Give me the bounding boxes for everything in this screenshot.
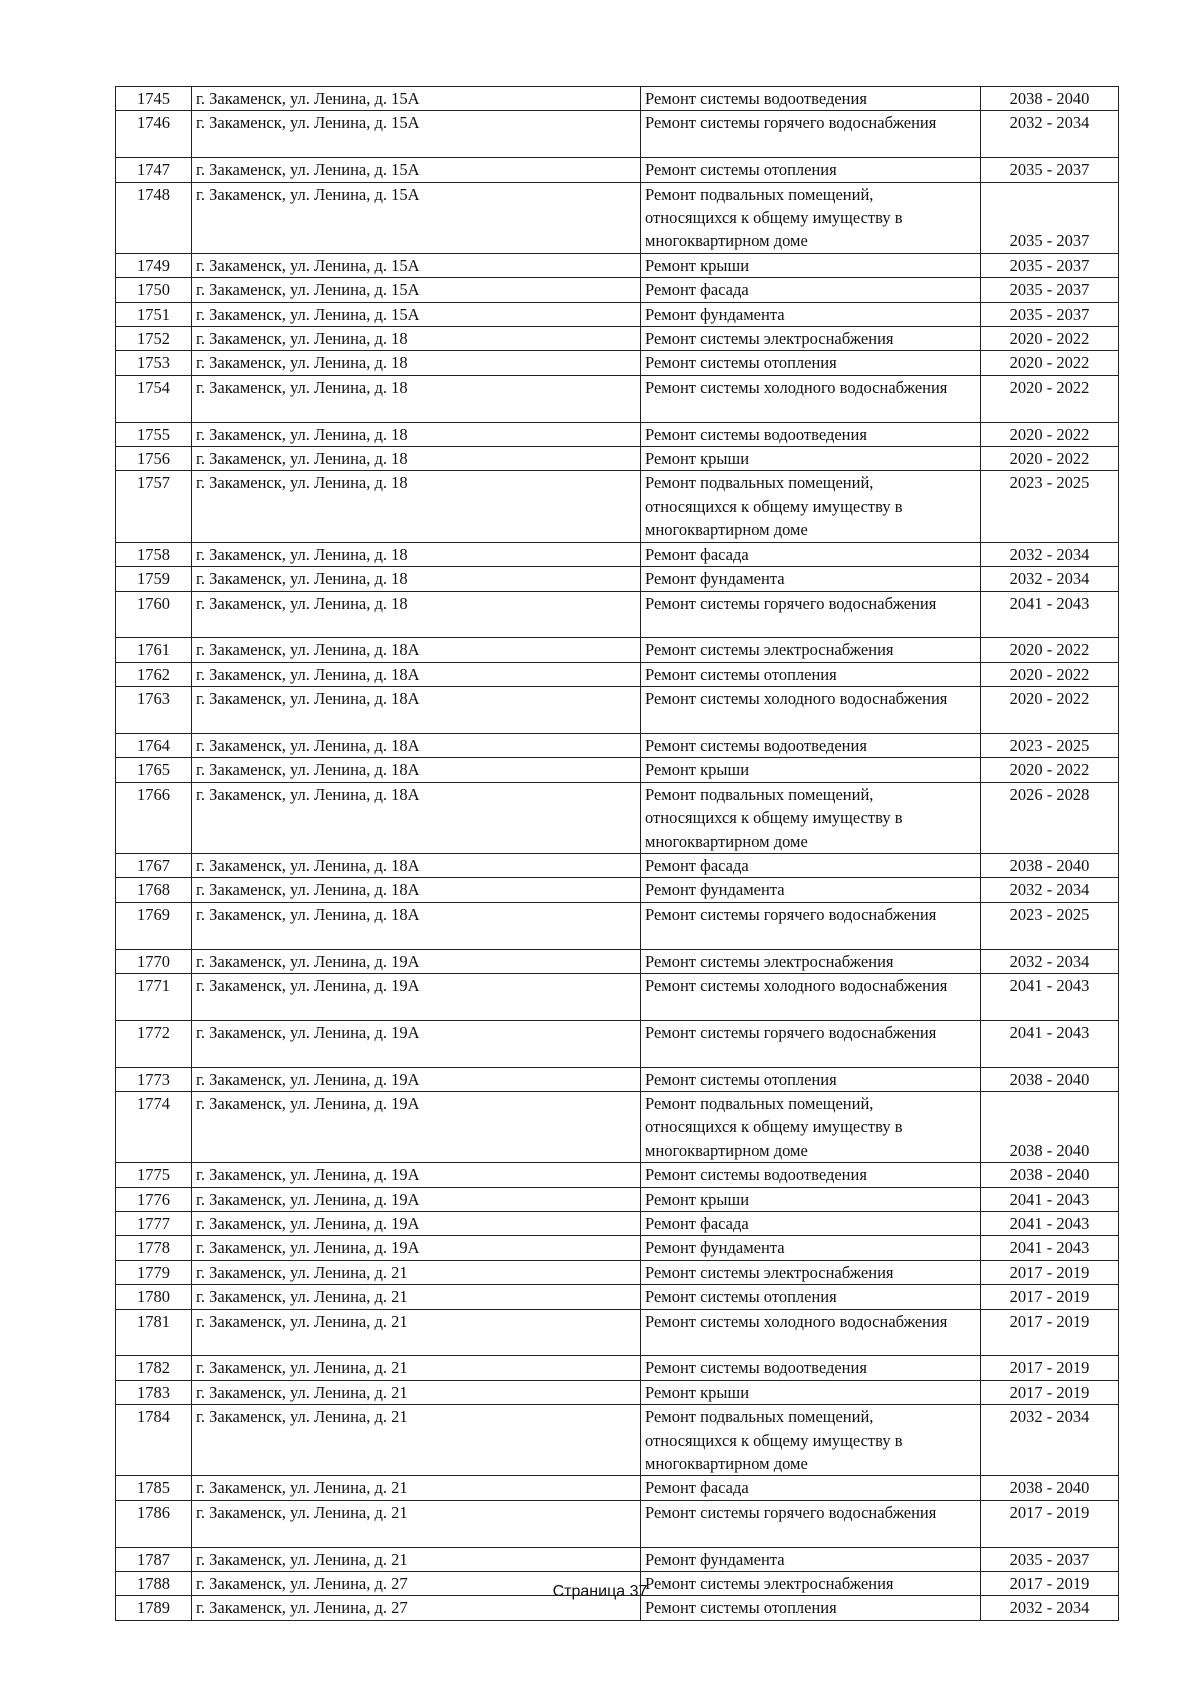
period-cell: 2017 - 2019 — [981, 1309, 1119, 1356]
row-number: 1756 — [116, 447, 192, 471]
period-cell: 2041 - 2043 — [981, 1020, 1119, 1067]
address-cell: г. Закаменск, ул. Ленина, д. 18А — [192, 782, 641, 853]
table-row — [116, 253, 1119, 277]
period-cell: 2023 - 2025 — [981, 733, 1119, 757]
row-number: 1750 — [116, 278, 192, 302]
work-type-cell: Ремонт подвальных помещений, относящихся к общему имуществу в многоквартирном доме — [641, 471, 981, 542]
table-row — [116, 973, 1119, 1020]
address-cell: г. Закаменск, ул. Ленина, д. 21 — [192, 1405, 641, 1476]
table-row — [116, 278, 1119, 302]
address-cell: г. Закаменск, ул. Ленина, д. 21 — [192, 1356, 641, 1380]
period-cell: 2032 - 2034 — [981, 1596, 1119, 1620]
work-type-cell: Ремонт системы холодного водоснабжения — [641, 687, 981, 734]
period-cell: 2035 - 2037 — [981, 158, 1119, 182]
table-row — [116, 1211, 1119, 1235]
work-type-cell: Ремонт системы электроснабжения — [641, 327, 981, 351]
work-type-cell: Ремонт подвальных помещений, относящихся к общему имуществу в многоквартирном доме — [641, 182, 981, 253]
period-cell: 2023 - 2025 — [981, 902, 1119, 949]
row-number: 1776 — [116, 1187, 192, 1211]
address-cell: г. Закаменск, ул. Ленина, д. 18 — [192, 422, 641, 446]
address-cell: г. Закаменск, ул. Ленина, д. 18А — [192, 687, 641, 734]
table-row — [116, 687, 1119, 734]
address-cell: г. Закаменск, ул. Ленина, д. 15А — [192, 253, 641, 277]
row-number: 1787 — [116, 1547, 192, 1571]
table-row — [116, 1356, 1119, 1380]
row-number: 1784 — [116, 1405, 192, 1476]
table-row — [116, 1260, 1119, 1284]
row-number: 1764 — [116, 733, 192, 757]
address-cell: г. Закаменск, ул. Ленина, д. 18А — [192, 758, 641, 782]
page-number: Страница 37 — [552, 1583, 648, 1600]
address-cell: г. Закаменск, ул. Ленина, д. 18А — [192, 733, 641, 757]
table-row — [116, 758, 1119, 782]
table-row — [116, 375, 1119, 422]
row-number: 1770 — [116, 949, 192, 973]
table-row — [116, 1547, 1119, 1571]
row-number: 1754 — [116, 375, 192, 422]
period-cell: 2017 - 2019 — [981, 1500, 1119, 1547]
table-row — [116, 422, 1119, 446]
table-row — [116, 1020, 1119, 1067]
row-number: 1762 — [116, 662, 192, 686]
row-number: 1746 — [116, 111, 192, 158]
table-row — [116, 87, 1119, 111]
row-number: 1749 — [116, 253, 192, 277]
period-cell: 2038 - 2040 — [981, 1091, 1119, 1162]
period-cell: 2041 - 2043 — [981, 1187, 1119, 1211]
address-cell: г. Закаменск, ул. Ленина, д. 15А — [192, 87, 641, 111]
period-cell: 2020 - 2022 — [981, 758, 1119, 782]
row-number: 1775 — [116, 1163, 192, 1187]
work-type-cell: Ремонт системы электроснабжения — [641, 638, 981, 662]
table-row — [116, 902, 1119, 949]
period-cell: 2032 - 2034 — [981, 878, 1119, 902]
period-cell: 2035 - 2037 — [981, 1547, 1119, 1571]
work-type-cell: Ремонт фундамента — [641, 567, 981, 591]
address-cell: г. Закаменск, ул. Ленина, д. 19А — [192, 1067, 641, 1091]
work-type-cell: Ремонт фундамента — [641, 878, 981, 902]
row-number: 1768 — [116, 878, 192, 902]
table-row — [116, 182, 1119, 253]
table-row — [116, 327, 1119, 351]
period-cell: 2020 - 2022 — [981, 662, 1119, 686]
address-cell: г. Закаменск, ул. Ленина, д. 18 — [192, 591, 641, 638]
work-type-cell: Ремонт системы электроснабжения — [641, 1260, 981, 1284]
period-cell: 2020 - 2022 — [981, 375, 1119, 422]
period-cell: 2038 - 2040 — [981, 87, 1119, 111]
work-type-cell: Ремонт крыши — [641, 758, 981, 782]
address-cell: г. Закаменск, ул. Ленина, д. 19А — [192, 1211, 641, 1235]
work-type-cell: Ремонт системы холодного водоснабжения — [641, 1309, 981, 1356]
row-number: 1778 — [116, 1236, 192, 1260]
table-row — [116, 1285, 1119, 1309]
period-cell: 2023 - 2025 — [981, 471, 1119, 542]
period-cell: 2032 - 2034 — [981, 111, 1119, 158]
table-row — [116, 542, 1119, 566]
table-row — [116, 111, 1119, 158]
table-row — [116, 1500, 1119, 1547]
work-type-cell: Ремонт фасада — [641, 542, 981, 566]
work-type-cell: Ремонт фундамента — [641, 302, 981, 326]
table-row — [116, 1187, 1119, 1211]
period-cell: 2017 - 2019 — [981, 1356, 1119, 1380]
period-cell: 2020 - 2022 — [981, 447, 1119, 471]
work-type-cell: Ремонт фасада — [641, 1211, 981, 1235]
work-type-cell: Ремонт крыши — [641, 447, 981, 471]
table-row — [116, 853, 1119, 877]
address-cell: г. Закаменск, ул. Ленина, д. 18 — [192, 542, 641, 566]
period-cell: 2017 - 2019 — [981, 1572, 1119, 1596]
table-row — [116, 567, 1119, 591]
period-cell: 2032 - 2034 — [981, 542, 1119, 566]
address-cell: г. Закаменск, ул. Ленина, д. 18А — [192, 638, 641, 662]
work-type-cell: Ремонт подвальных помещений, относящихся к общему имуществу в многоквартирном доме — [641, 1091, 981, 1162]
address-cell: г. Закаменск, ул. Ленина, д. 19А — [192, 1020, 641, 1067]
work-type-cell: Ремонт фундамента — [641, 1236, 981, 1260]
work-type-cell: Ремонт системы холодного водоснабжения — [641, 973, 981, 1020]
work-type-cell: Ремонт крыши — [641, 1187, 981, 1211]
table-row — [116, 1380, 1119, 1404]
address-cell: г. Закаменск, ул. Ленина, д. 15А — [192, 158, 641, 182]
row-number: 1769 — [116, 902, 192, 949]
row-number: 1783 — [116, 1380, 192, 1404]
row-number: 1745 — [116, 87, 192, 111]
work-type-cell: Ремонт системы водоотведения — [641, 422, 981, 446]
work-type-cell: Ремонт системы отопления — [641, 1285, 981, 1309]
address-cell: г. Закаменск, ул. Ленина, д. 21 — [192, 1547, 641, 1571]
table-row — [116, 949, 1119, 973]
address-cell: г. Закаменск, ул. Ленина, д. 15А — [192, 111, 641, 158]
row-number: 1761 — [116, 638, 192, 662]
period-cell: 2041 - 2043 — [981, 1211, 1119, 1235]
works-table — [115, 86, 1119, 1621]
work-type-cell: Ремонт системы водоотведения — [641, 87, 981, 111]
table-row — [116, 1091, 1119, 1162]
row-number: 1752 — [116, 327, 192, 351]
address-cell: г. Закаменск, ул. Ленина, д. 21 — [192, 1285, 641, 1309]
row-number: 1763 — [116, 687, 192, 734]
row-number: 1766 — [116, 782, 192, 853]
period-cell: 2020 - 2022 — [981, 687, 1119, 734]
period-cell: 2038 - 2040 — [981, 1163, 1119, 1187]
address-cell: г. Закаменск, ул. Ленина, д. 18 — [192, 471, 641, 542]
work-type-cell: Ремонт фасада — [641, 853, 981, 877]
table-row — [116, 302, 1119, 326]
period-cell: 2017 - 2019 — [981, 1260, 1119, 1284]
row-number: 1777 — [116, 1211, 192, 1235]
address-cell: г. Закаменск, ул. Ленина, д. 21 — [192, 1309, 641, 1356]
row-number: 1767 — [116, 853, 192, 877]
works-table-body — [116, 87, 1119, 1621]
row-number: 1779 — [116, 1260, 192, 1284]
work-type-cell: Ремонт системы холодного водоснабжения — [641, 375, 981, 422]
table-row — [116, 1236, 1119, 1260]
row-number: 1771 — [116, 973, 192, 1020]
address-cell: г. Закаменск, ул. Ленина, д. 18 — [192, 567, 641, 591]
row-number: 1774 — [116, 1091, 192, 1162]
table-row — [116, 1405, 1119, 1476]
work-type-cell: Ремонт системы горячего водоснабжения — [641, 902, 981, 949]
period-cell: 2041 - 2043 — [981, 973, 1119, 1020]
address-cell: г. Закаменск, ул. Ленина, д. 21 — [192, 1260, 641, 1284]
address-cell: г. Закаменск, ул. Ленина, д. 19А — [192, 1163, 641, 1187]
period-cell: 2020 - 2022 — [981, 638, 1119, 662]
address-cell: г. Закаменск, ул. Ленина, д. 19А — [192, 1236, 641, 1260]
address-cell: г. Закаменск, ул. Ленина, д. 19А — [192, 973, 641, 1020]
work-type-cell: Ремонт системы электроснабжения — [641, 949, 981, 973]
table-row — [116, 1163, 1119, 1187]
row-number: 1786 — [116, 1500, 192, 1547]
table-row — [116, 591, 1119, 638]
address-cell: г. Закаменск, ул. Ленина, д. 21 — [192, 1476, 641, 1500]
work-type-cell: Ремонт системы водоотведения — [641, 1356, 981, 1380]
table-row — [116, 638, 1119, 662]
period-cell: 2038 - 2040 — [981, 853, 1119, 877]
table-row — [116, 1067, 1119, 1091]
period-cell: 2032 - 2034 — [981, 567, 1119, 591]
work-type-cell: Ремонт системы отопления — [641, 1067, 981, 1091]
work-type-cell: Ремонт системы электроснабжения — [641, 1572, 981, 1596]
address-cell: г. Закаменск, ул. Ленина, д. 18А — [192, 853, 641, 877]
period-cell: 2041 - 2043 — [981, 591, 1119, 638]
address-cell: г. Закаменск, ул. Ленина, д. 18 — [192, 447, 641, 471]
work-type-cell: Ремонт системы отопления — [641, 1596, 981, 1620]
work-type-cell: Ремонт системы отопления — [641, 158, 981, 182]
address-cell: г. Закаменск, ул. Ленина, д. 15А — [192, 278, 641, 302]
period-cell: 2032 - 2034 — [981, 949, 1119, 973]
work-type-cell: Ремонт фасада — [641, 1476, 981, 1500]
address-cell: г. Закаменск, ул. Ленина, д. 18А — [192, 878, 641, 902]
table-row — [116, 351, 1119, 375]
address-cell: г. Закаменск, ул. Ленина, д. 15А — [192, 182, 641, 253]
work-type-cell: Ремонт системы водоотведения — [641, 1163, 981, 1187]
address-cell: г. Закаменск, ул. Ленина, д. 18 — [192, 351, 641, 375]
address-cell: г. Закаменск, ул. Ленина, д. 19А — [192, 1187, 641, 1211]
address-cell: г. Закаменск, ул. Ленина, д. 18А — [192, 902, 641, 949]
row-number: 1789 — [116, 1596, 192, 1620]
period-cell: 2041 - 2043 — [981, 1236, 1119, 1260]
work-type-cell: Ремонт системы горячего водоснабжения — [641, 111, 981, 158]
address-cell: г. Закаменск, ул. Ленина, д. 19А — [192, 949, 641, 973]
period-cell: 2020 - 2022 — [981, 351, 1119, 375]
table-row — [116, 158, 1119, 182]
period-cell: 2032 - 2034 — [981, 1405, 1119, 1476]
address-cell: г. Закаменск, ул. Ленина, д. 15А — [192, 302, 641, 326]
work-type-cell: Ремонт фасада — [641, 278, 981, 302]
address-cell: г. Закаменск, ул. Ленина, д. 18А — [192, 662, 641, 686]
row-number: 1782 — [116, 1356, 192, 1380]
period-cell: 2035 - 2037 — [981, 302, 1119, 326]
row-number: 1760 — [116, 591, 192, 638]
work-type-cell: Ремонт крыши — [641, 1380, 981, 1404]
address-cell: г. Закаменск, ул. Ленина, д. 27 — [192, 1596, 641, 1620]
address-cell: г. Закаменск, ул. Ленина, д. 21 — [192, 1500, 641, 1547]
row-number: 1747 — [116, 158, 192, 182]
address-cell: г. Закаменск, ул. Ленина, д. 21 — [192, 1380, 641, 1404]
address-cell: г. Закаменск, ул. Ленина, д. 19А — [192, 1091, 641, 1162]
row-number: 1788 — [116, 1572, 192, 1596]
row-number: 1751 — [116, 302, 192, 326]
row-number: 1759 — [116, 567, 192, 591]
table-row — [116, 878, 1119, 902]
period-cell: 2017 - 2019 — [981, 1380, 1119, 1404]
row-number: 1773 — [116, 1067, 192, 1091]
table-row — [116, 1309, 1119, 1356]
work-type-cell: Ремонт системы отопления — [641, 351, 981, 375]
work-type-cell: Ремонт системы водоотведения — [641, 733, 981, 757]
row-number: 1765 — [116, 758, 192, 782]
work-type-cell: Ремонт системы горячего водоснабжения — [641, 1020, 981, 1067]
row-number: 1785 — [116, 1476, 192, 1500]
work-type-cell: Ремонт системы горячего водоснабжения — [641, 591, 981, 638]
row-number: 1755 — [116, 422, 192, 446]
period-cell: 2020 - 2022 — [981, 422, 1119, 446]
work-type-cell: Ремонт крыши — [641, 253, 981, 277]
period-cell: 2035 - 2037 — [981, 253, 1119, 277]
address-cell: г. Закаменск, ул. Ленина, д. 27 — [192, 1572, 641, 1596]
work-type-cell: Ремонт системы отопления — [641, 662, 981, 686]
period-cell: 2038 - 2040 — [981, 1476, 1119, 1500]
work-type-cell: Ремонт системы горячего водоснабжения — [641, 1500, 981, 1547]
period-cell: 2017 - 2019 — [981, 1285, 1119, 1309]
row-number: 1772 — [116, 1020, 192, 1067]
work-type-cell: Ремонт подвальных помещений, относящихся к общему имуществу в многоквартирном доме — [641, 782, 981, 853]
row-number: 1753 — [116, 351, 192, 375]
table-row — [116, 1476, 1119, 1500]
row-number: 1757 — [116, 471, 192, 542]
row-number: 1780 — [116, 1285, 192, 1309]
table-row — [116, 447, 1119, 471]
table-row — [116, 471, 1119, 542]
table-row — [116, 662, 1119, 686]
address-cell: г. Закаменск, ул. Ленина, д. 18 — [192, 375, 641, 422]
period-cell: 2035 - 2037 — [981, 182, 1119, 253]
row-number: 1781 — [116, 1309, 192, 1356]
period-cell: 2026 - 2028 — [981, 782, 1119, 853]
table-row — [116, 782, 1119, 853]
period-cell: 2038 - 2040 — [981, 1067, 1119, 1091]
address-cell: г. Закаменск, ул. Ленина, д. 18 — [192, 327, 641, 351]
row-number: 1748 — [116, 182, 192, 253]
period-cell: 2035 - 2037 — [981, 278, 1119, 302]
row-number: 1758 — [116, 542, 192, 566]
work-type-cell: Ремонт подвальных помещений, относящихся к общему имуществу в многоквартирном доме — [641, 1405, 981, 1476]
work-type-cell: Ремонт фундамента — [641, 1547, 981, 1571]
period-cell: 2020 - 2022 — [981, 327, 1119, 351]
table-row — [116, 733, 1119, 757]
